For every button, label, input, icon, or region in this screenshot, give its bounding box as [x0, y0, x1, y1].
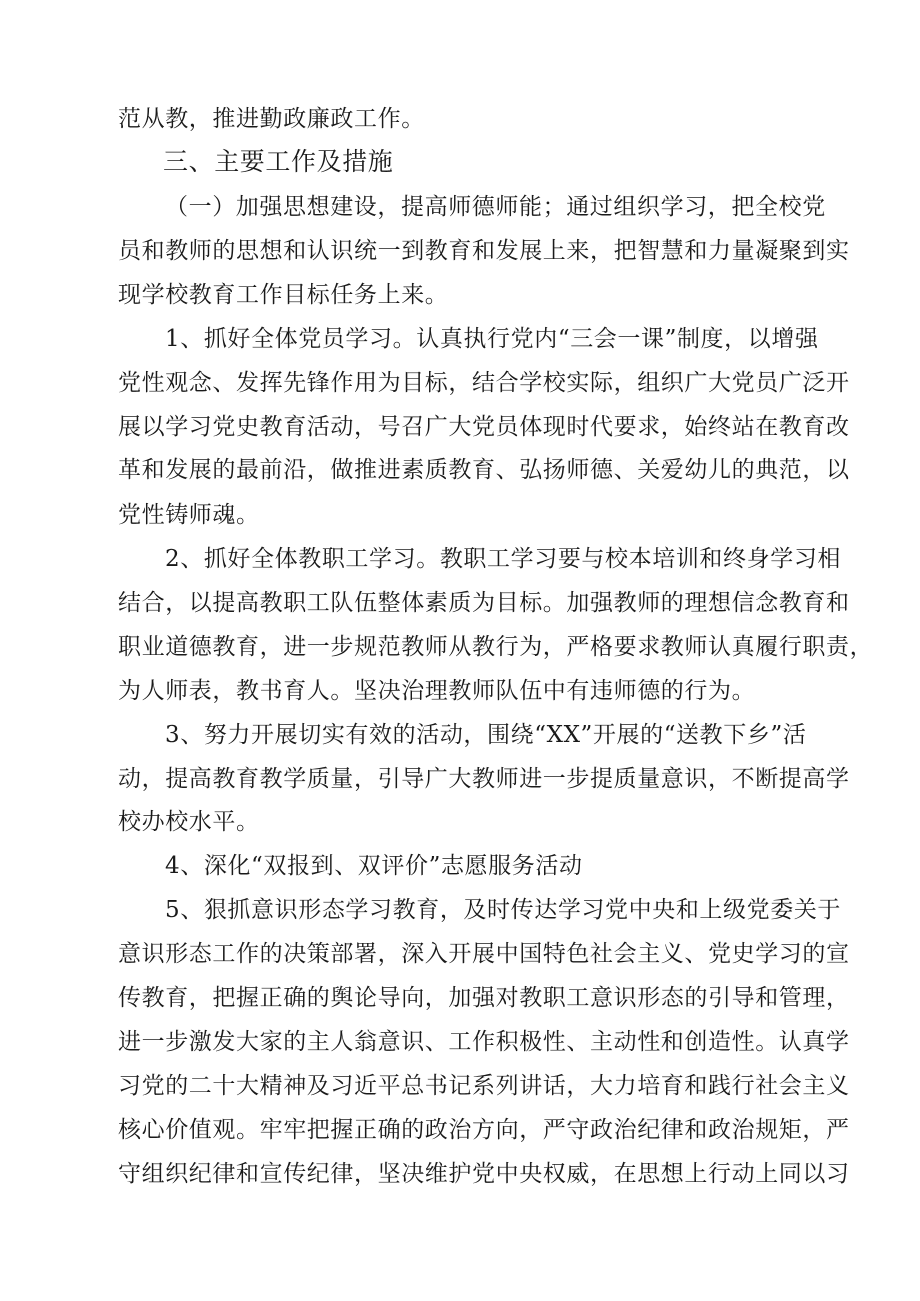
paragraph-line: 为人师表，教书育人。坚决治理教师队伍中有违师德的行为。	[118, 678, 756, 704]
paragraph-line: 革和发展的最前沿，做推进素质教育、弘扬师德、关爱幼儿的典范，以	[118, 457, 850, 483]
paragraph-line: 核心价值观。牢牢把握正确的政治方向，严守政治纪律和政治规矩，严	[118, 1117, 850, 1143]
paragraph-line: 现学校教育工作目标任务上来。	[118, 282, 449, 308]
paragraph-line: （一）加强思想建设，提高师德师能；通过组织学习，把全校党	[165, 194, 826, 220]
paragraph-line: 1、抓好全体党员学习。认真执行党内“三会一课”制度，以增强	[165, 326, 819, 352]
paragraph-line: 5、狠抓意识形态学习教育，及时传达学习党中央和上级党委关于	[165, 897, 842, 923]
paragraph-line: 结合，以提高教职工队伍整体素质为目标。加强教师的理想信念教育和	[118, 590, 850, 616]
paragraph-line: 习党的二十大精神及习近平总书记系列讲话，大力培育和践行社会主义	[118, 1073, 850, 1099]
paragraph-line: 2、抓好全体教职工学习。教职工学习要与校本培训和终身学习相	[165, 546, 842, 572]
section-heading: 三、主要工作及措施	[163, 147, 394, 176]
paragraph-line: 职业道德教育，进一步规范教师从教行为，严格要求教师认真履行职责，	[118, 634, 874, 660]
paragraph-line: 展以学习党史教育活动，号召广大党员体现时代要求，始终站在教育改	[118, 414, 850, 440]
paragraph-line: 意识形态工作的决策部署，深入开展中国特色社会主义、党史学习的宣	[118, 941, 850, 967]
paragraph-line: 进一步激发大家的主人翁意识、工作积极性、主动性和创造性。认真学	[118, 1029, 850, 1055]
paragraph-line: 3、努力开展切实有效的活动，围绕“XX”开展的“送教下乡”活	[165, 722, 807, 748]
paragraph-line: 党性铸师魂。	[118, 502, 260, 528]
paragraph-line: 动，提高教育教学质量，引导广大教师进一步提质量意识，不断提高学	[118, 766, 850, 792]
paragraph-line: 员和教师的思想和认识统一到教育和发展上来，把智慧和力量凝聚到实	[118, 238, 850, 264]
paragraph-line: 4、深化“双报到、双评价”志愿服务活动	[165, 853, 583, 879]
paragraph-line: 传教育，把握正确的舆论导向，加强对教职工意识形态的引导和管理，	[118, 985, 850, 1011]
paragraph-line: 党性观念、发挥先锋作用为目标，结合学校实际，组织广大党员广泛开	[118, 370, 850, 396]
paragraph-line: 校办校水平。	[118, 809, 260, 835]
paragraph-line: 范从教，推进勤政廉政工作。	[118, 106, 425, 132]
paragraph-line: 守组织纪律和宣传纪律，坚决维护党中央权威，在思想上行动上同以习	[118, 1161, 850, 1187]
